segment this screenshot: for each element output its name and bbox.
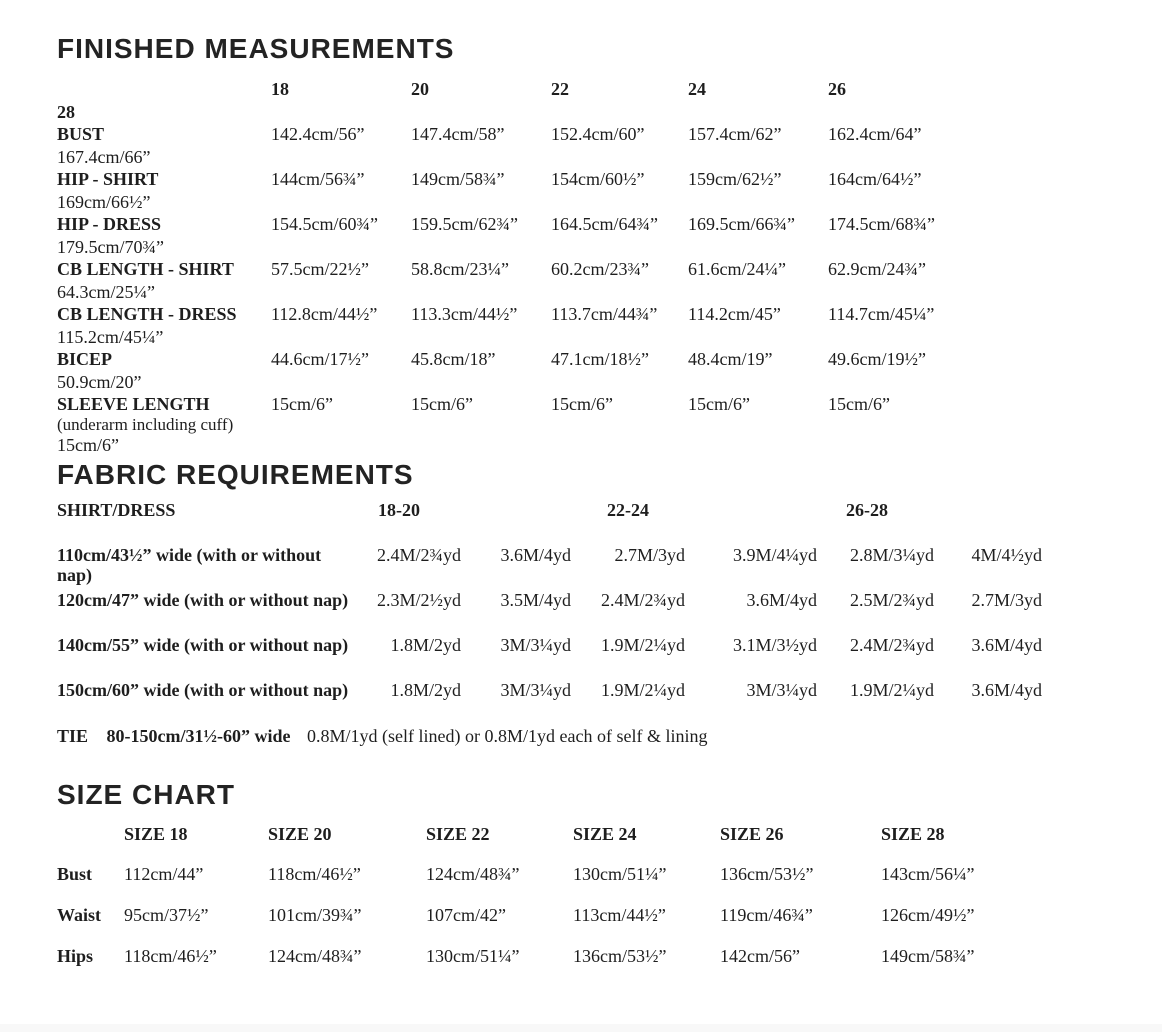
row-label-note: (underarm including cuff) [57, 415, 234, 434]
measurement-value: 115.2cm/45¼” [57, 326, 164, 347]
row-label: HIP - DRESS [57, 214, 162, 234]
measurement-value: 147.4cm/58” [411, 124, 505, 144]
measurement-value: 15cm/6” [688, 394, 750, 414]
measurement-value: 164.5cm/64¾” [551, 214, 658, 234]
yardage-value: 2.4M/2¾yd [849, 635, 934, 655]
fabric-width-label: 140cm/55” wide (with or without nap) [57, 635, 349, 655]
row-label: BICEP [57, 349, 113, 369]
fabric-row-140cm [57, 635, 1162, 680]
size-column-header: 28 [57, 101, 75, 122]
finished-measurements-title: FINISHED MEASUREMENTS [57, 33, 455, 64]
body-measurement-value: 101cm/39¾” [268, 905, 362, 925]
measurement-row-hip-shirt [57, 169, 1162, 214]
yardage-value: 2.5M/2¾yd [849, 590, 934, 610]
measurement-row-cb-length-shirt [57, 259, 1162, 304]
yardage-value: 2.4M/2¾yd [600, 590, 685, 610]
measurement-value: 114.7cm/45¼” [828, 304, 935, 324]
fabric-row-120cm [57, 590, 1162, 635]
measurement-value: 159.5cm/62¾” [411, 214, 518, 234]
size-chart-row-waist [57, 905, 1162, 946]
measurement-value: 64.3cm/25¼” [57, 281, 155, 302]
yardage-value: 1.8M/2yd [390, 680, 461, 700]
measurement-value: 179.5cm/70¾” [57, 236, 164, 257]
body-measurement-value: 119cm/46¾” [720, 905, 813, 925]
body-measurement-value: 136cm/53½” [573, 946, 667, 966]
body-measurement-value: 143cm/56¼” [881, 864, 975, 884]
size-chart-column-header: SIZE 28 [881, 824, 945, 844]
body-measurement-value: 149cm/58¾” [881, 946, 975, 966]
size-chart-column-header: SIZE 26 [720, 824, 784, 844]
body-measurement-value: 124cm/48¾” [426, 864, 520, 884]
measurement-value: 58.8cm/23¼” [411, 259, 509, 279]
yardage-value: 4M/4½yd [971, 545, 1042, 565]
measurement-value: 112.8cm/44½” [271, 304, 378, 324]
size-chart-column-header: SIZE 18 [124, 824, 188, 844]
yardage-value: 2.8M/3¼yd [849, 545, 934, 565]
size-column-header: 24 [688, 79, 706, 99]
body-measurement-value: 118cm/46½” [268, 864, 361, 884]
yardage-value: 3.6M/4yd [500, 545, 571, 565]
measurement-value: 159cm/62½” [688, 169, 782, 189]
row-label: CB LENGTH - DRESS [57, 304, 237, 324]
measurement-value: 61.6cm/24¼” [688, 259, 786, 279]
measurement-value: 144cm/56¾” [271, 169, 365, 189]
tie-width-range: 80-150cm/31½-60” wide [106, 726, 291, 746]
yardage-value: 1.9M/2¼yd [600, 680, 685, 700]
measurement-value: 154cm/60½” [551, 169, 645, 189]
measurement-value: 15cm/6” [271, 394, 333, 414]
measurement-value: 15cm/6” [57, 435, 119, 455]
measurement-value: 15cm/6” [551, 394, 613, 414]
row-label: CB LENGTH - SHIRT [57, 259, 234, 279]
body-measurement-value: 136cm/53½” [720, 864, 814, 884]
size-group-header: 26-28 [846, 500, 888, 520]
yardage-value: 3.1M/3½yd [732, 635, 817, 655]
yardage-value: 3M/3¼yd [746, 680, 817, 700]
size-column-header: 26 [828, 79, 846, 99]
tie-requirement: 0.8M/1yd (self lined) or 0.8M/1yd each of self & lining [307, 726, 708, 746]
body-measurement-value: 118cm/46½” [124, 946, 217, 966]
size-chart-row-hips [57, 946, 1162, 987]
measurement-value: 62.9cm/24¾” [828, 259, 926, 279]
fabric-row-150cm [57, 680, 1162, 725]
fabric-size-group-header-row [57, 500, 1162, 520]
yardage-value: 3.6M/4yd [971, 635, 1042, 655]
size-chart-column-header: SIZE 24 [573, 824, 637, 844]
measurement-value: 48.4cm/19” [688, 349, 773, 369]
tie-label: TIE [57, 726, 89, 746]
size-group-header: 22-24 [607, 500, 649, 520]
body-measurement-value: 112cm/44” [124, 864, 204, 884]
body-measurement-value: 124cm/48¾” [268, 946, 362, 966]
body-measurement-value: 130cm/51¼” [573, 864, 667, 884]
measurement-value: 149cm/58¾” [411, 169, 505, 189]
measurement-row-sleeve-length [57, 394, 1162, 455]
size-column-header: 20 [411, 79, 429, 99]
row-label: Bust [57, 864, 93, 884]
measurement-value: 44.6cm/17½” [271, 349, 369, 369]
size-chart-section [57, 779, 1162, 987]
measurement-value: 45.8cm/18” [411, 349, 496, 369]
body-measurement-value: 130cm/51¼” [426, 946, 520, 966]
measurement-value: 169cm/66½” [57, 191, 151, 212]
measurement-row-bicep [57, 349, 1162, 394]
size-chart-header-row [57, 824, 1162, 844]
size-chart-title: SIZE CHART [57, 779, 235, 810]
measurement-value: 164cm/64½” [828, 169, 922, 189]
fabric-requirements-section [57, 459, 1162, 747]
yardage-value: 2.7M/3yd [971, 590, 1042, 610]
fabric-width-label: 120cm/47” wide (with or without nap) [57, 590, 349, 610]
size-column-header: 18 [271, 79, 289, 99]
measurement-value: 157.4cm/62” [688, 124, 782, 144]
body-measurement-value: 95cm/37½” [124, 905, 209, 925]
measurement-row-cb-length-dress [57, 304, 1162, 349]
yardage-value: 1.9M/2¼yd [600, 635, 685, 655]
measurement-value: 174.5cm/68¾” [828, 214, 935, 234]
yardage-value: 2.4M/2¾yd [376, 545, 461, 565]
measurement-value: 113.3cm/44½” [411, 304, 518, 324]
measurement-value: 50.9cm/20” [57, 371, 142, 392]
measurement-value: 162.4cm/64” [828, 124, 922, 144]
fabric-width-label: 150cm/60” wide (with or without nap) [57, 680, 349, 700]
fabric-requirements-title: FABRIC REQUIREMENTS [57, 459, 414, 490]
measurement-value: 15cm/6” [828, 394, 890, 414]
yardage-value: 1.8M/2yd [390, 635, 461, 655]
measurement-value: 152.4cm/60” [551, 124, 645, 144]
measurement-value: 142.4cm/56” [271, 124, 365, 144]
row-label: BUST [57, 124, 105, 144]
body-measurement-value: 126cm/49½” [881, 905, 975, 925]
measurement-value: 15cm/6” [411, 394, 473, 414]
fabric-row-110cm [57, 545, 1162, 590]
measurement-value: 60.2cm/23¾” [551, 259, 649, 279]
yardage-value: 3.6M/4yd [746, 590, 817, 610]
row-label-main: SLEEVE LENGTH [57, 394, 210, 414]
yardage-value: 2.3M/2½yd [376, 590, 461, 610]
measurement-value: 49.6cm/19½” [828, 349, 926, 369]
size-group-header: 18-20 [378, 500, 420, 520]
yardage-value: 3M/3¼yd [500, 635, 571, 655]
tie-fabric-row [57, 725, 1162, 747]
yardage-value: 3.6M/4yd [971, 680, 1042, 700]
yardage-value: 2.7M/3yd [614, 545, 685, 565]
row-label [57, 394, 271, 435]
yardage-value: 3.9M/4¼yd [732, 545, 817, 565]
row-label: HIP - SHIRT [57, 169, 159, 189]
row-label: Waist [57, 905, 102, 925]
garment-label: SHIRT/DRESS [57, 500, 176, 520]
size-chart-column-header: SIZE 20 [268, 824, 332, 844]
measurement-value: 47.1cm/18½” [551, 349, 649, 369]
measurement-value: 113.7cm/44¾” [551, 304, 658, 324]
measurement-value: 167.4cm/66” [57, 146, 151, 167]
measurement-value: 169.5cm/66¾” [688, 214, 795, 234]
size-header-row [57, 79, 1162, 124]
fabric-width-label: 110cm/43½” wide (with or without nap) [57, 545, 322, 585]
page-bottom-edge [0, 1024, 1162, 1032]
size-chart-column-header: SIZE 22 [426, 824, 490, 844]
body-measurement-value: 107cm/42” [426, 905, 506, 925]
body-measurement-value: 142cm/56” [720, 946, 800, 966]
finished-measurements-section [57, 33, 1162, 455]
measurement-value: 57.5cm/22½” [271, 259, 369, 279]
measurement-value: 114.2cm/45” [688, 304, 781, 324]
measurement-row-bust [57, 124, 1162, 169]
size-chart-row-bust [57, 864, 1162, 905]
measurement-value: 154.5cm/60¾” [271, 214, 378, 234]
body-measurement-value: 113cm/44½” [573, 905, 666, 925]
yardage-value: 3.5M/4yd [500, 590, 571, 610]
measurement-row-hip-dress [57, 214, 1162, 259]
size-column-header: 22 [551, 79, 569, 99]
yardage-value: 3M/3¼yd [500, 680, 571, 700]
row-label: Hips [57, 946, 94, 966]
yardage-value: 1.9M/2¼yd [849, 680, 934, 700]
